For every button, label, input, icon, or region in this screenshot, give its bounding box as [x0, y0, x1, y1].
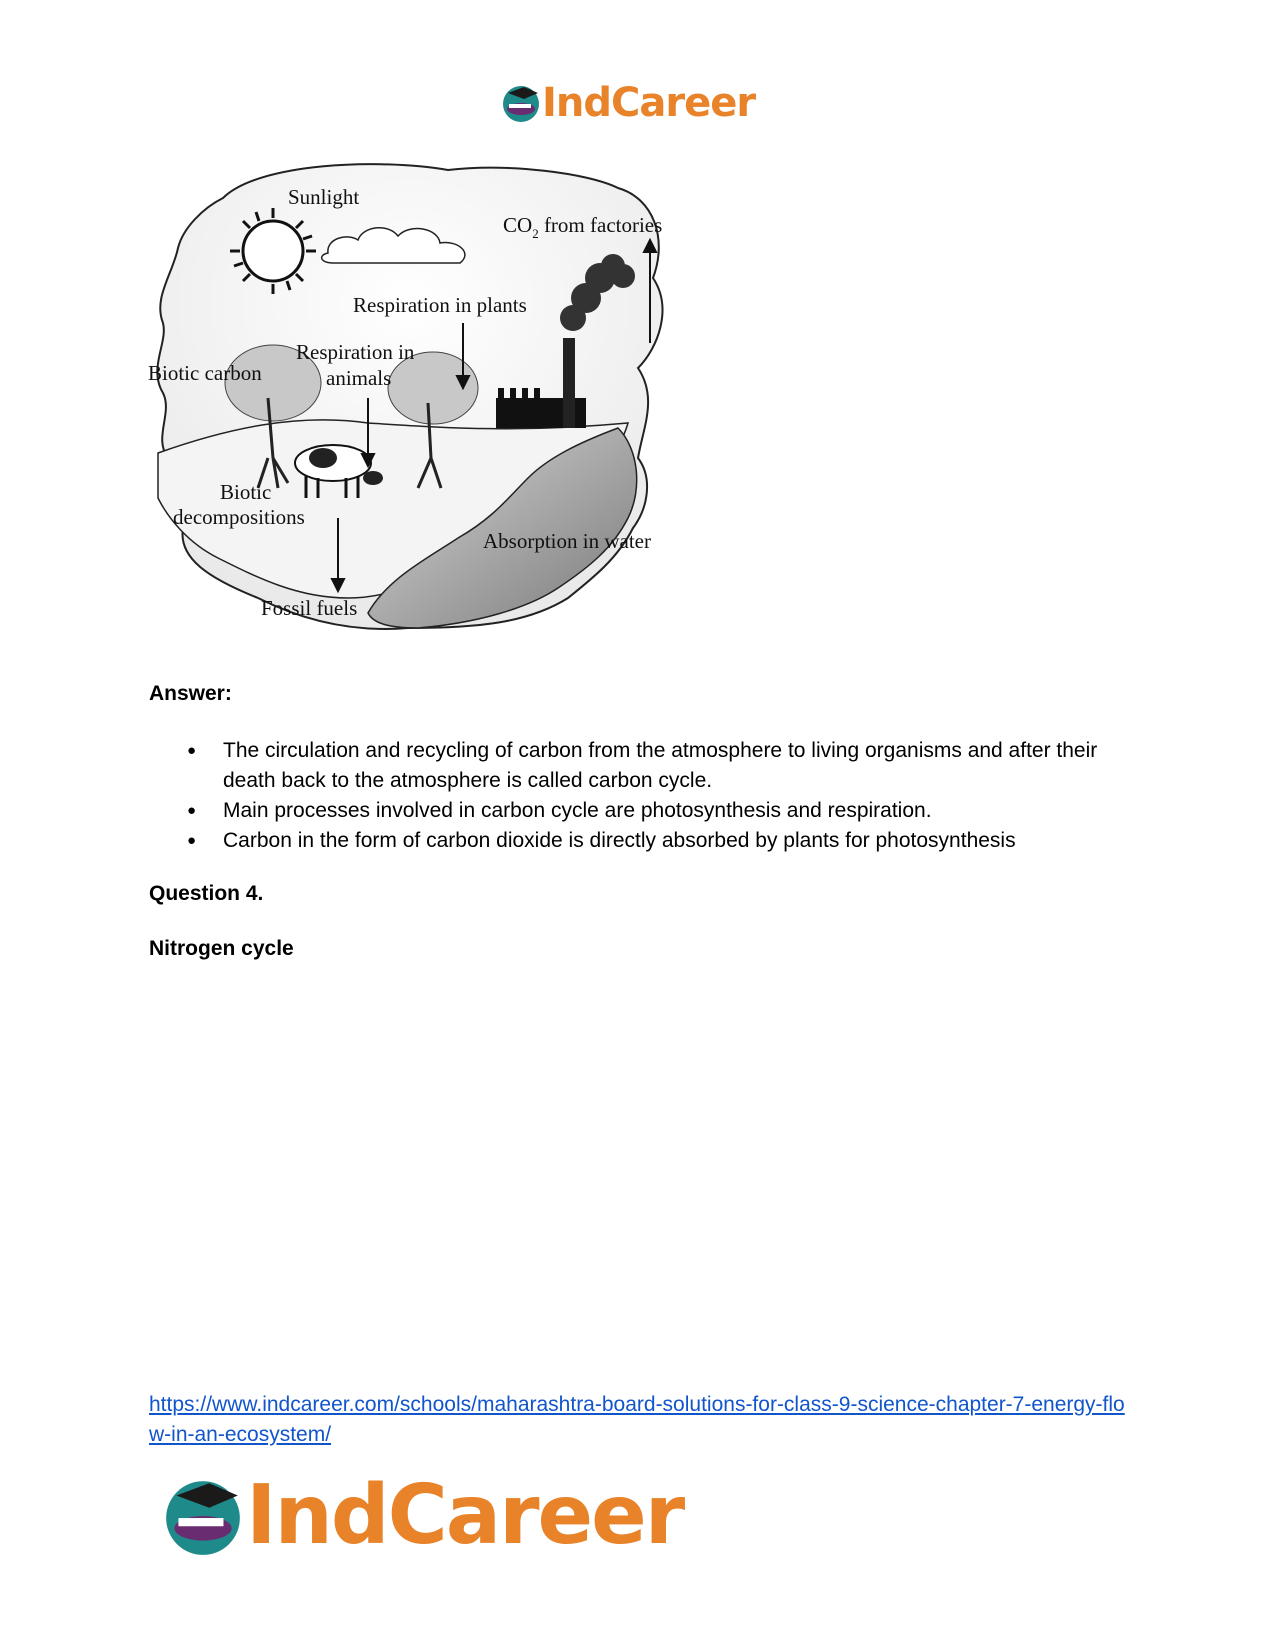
source-link[interactable]: https://www.indcareer.com/schools/maharashtra-board-solutions-for-class-9-science-chapter-7-energy-flow-in-an-ecosystem/	[149, 1393, 1125, 1446]
indcareer-globe-icon	[500, 82, 542, 124]
label-biotic-decomp-2: decompositions	[173, 505, 305, 529]
question-subtitle: Nitrogen cycle	[149, 937, 294, 960]
list-item: ● Carbon in the form of carbon dioxide is directly absorbed by plants for photosynthesis	[149, 826, 1109, 856]
indcareer-globe-icon	[160, 1473, 246, 1559]
list-item: ● Main processes involved in carbon cycle are photosynthesis and respiration.	[149, 796, 1109, 826]
label-respiration-animals-1: Respiration in	[296, 340, 415, 364]
label-respiration-plants: Respiration in plants	[353, 293, 527, 317]
logo-text: IndCareer	[542, 80, 756, 126]
carbon-cycle-diagram	[148, 158, 718, 653]
answer-list	[149, 736, 1109, 856]
label-fossil-fuels: Fossil fuels	[261, 596, 358, 620]
label-sunlight: Sunlight	[288, 185, 360, 209]
label-absorption-water: Absorption in water	[483, 529, 651, 553]
footer-logo	[160, 1468, 683, 1563]
header-logo	[500, 80, 755, 126]
logo-text: IndCareer	[246, 1468, 684, 1563]
label-biotic-decomp-1: Biotic	[220, 480, 272, 504]
label-biotic-carbon: Biotic carbon	[148, 361, 262, 385]
label-co2-factories: $CO_2$ from factories	[503, 213, 663, 241]
label-respiration-animals-2: animals	[326, 366, 392, 390]
answer-title: Answer:	[149, 682, 232, 705]
list-item: ● The circulation and recycling of carbon from the atmosphere to living organisms and after their death back to the atmosphere is called carbon cycle.	[149, 736, 1109, 796]
question-title: Question 4.	[149, 882, 264, 905]
